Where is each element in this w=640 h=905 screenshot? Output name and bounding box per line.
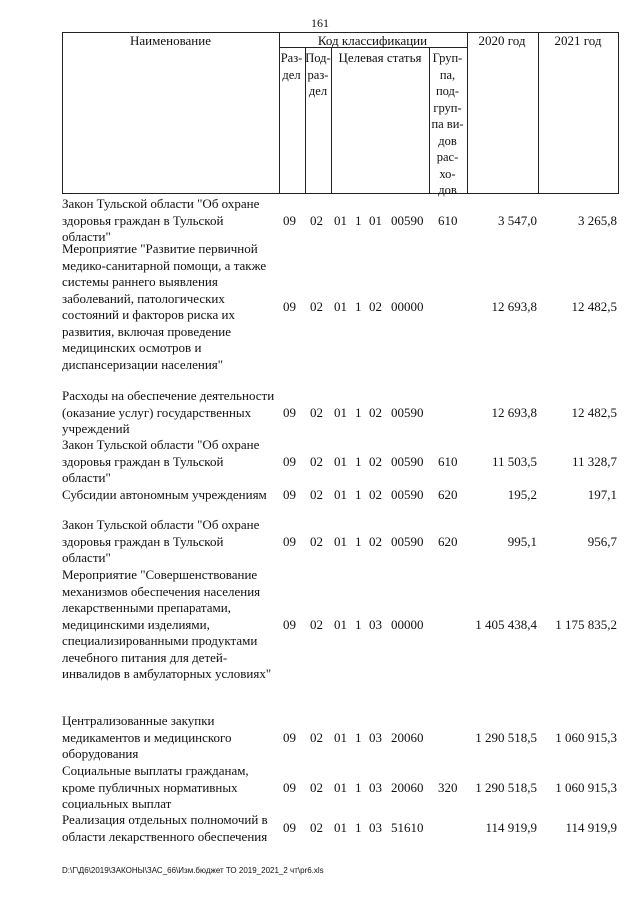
cell-target-event: 02 — [369, 533, 382, 549]
cell-group: 620 — [438, 487, 458, 502]
footer-path: D:\Г\Д6\2019\ЗАКОНЫ\ЗАС_66\Изм.бюджет ТО 2019_2021_2 чт\pr6.xls — [62, 866, 324, 875]
cell-podrazdel: 02 — [310, 453, 323, 469]
cell-razdel: 09 — [283, 487, 296, 502]
cell-target-direction: 00590 — [391, 487, 424, 502]
row-name-line: медико-санитарной помощи, а также — [62, 257, 267, 273]
cell-2021: 1 175 835,2 — [555, 616, 617, 632]
cell-2020: 1 290 518,5 — [475, 729, 537, 745]
cell-target-subprogram: 1 — [355, 779, 362, 795]
cell-2021: 11 328,7 — [571, 453, 617, 469]
row-name-line: здоровья граждан в Тульской — [62, 533, 224, 549]
cell-2021: 956,7 — [587, 533, 617, 549]
cell-2020: 114 919,9 — [485, 820, 537, 836]
cell-target-event: 03 — [369, 779, 382, 795]
row-name — [62, 196, 277, 246]
cell-target-subprogram: 1 — [355, 487, 362, 502]
cell-target-event: 02 — [369, 487, 382, 502]
grid-line — [62, 193, 619, 194]
cell-2020: 1 290 518,5 — [475, 779, 537, 795]
cell-podrazdel: 02 — [310, 820, 323, 836]
row-name — [62, 487, 277, 504]
row-name — [62, 763, 277, 813]
row-name-line: области лекарственного обеспечения — [62, 828, 268, 844]
cell-razdel: 09 — [283, 404, 296, 420]
row-name-line: Мероприятие "Развитие первичной — [62, 241, 258, 256]
cell-target-event: 03 — [369, 616, 382, 632]
cell-2020: 12 693,8 — [491, 404, 537, 420]
cell-target-subprogram: 1 — [355, 616, 362, 632]
cell-target-program: 01 — [334, 820, 347, 836]
row-name-line: медицинскими изделиями, — [62, 616, 210, 632]
header-year-2020: 2020 год — [478, 33, 526, 48]
row-name-line: диспансеризации населения" — [62, 356, 224, 372]
row-name-line: кроме публичных нормативных — [62, 779, 238, 795]
header-line: хо- — [439, 166, 456, 181]
header-line: Раз- — [280, 51, 303, 65]
cell-target-direction: 20060 — [391, 779, 424, 795]
row-name-line: области" — [62, 470, 111, 485]
cell-target-direction: 00590 — [391, 533, 424, 549]
cell-target-program: 01 — [334, 779, 347, 795]
cell-razdel: 09 — [283, 212, 296, 228]
row-name — [62, 812, 277, 845]
row-name — [62, 713, 277, 763]
row-name-line: Реализация отдельных полномочий в — [62, 812, 268, 827]
row-name — [62, 437, 277, 487]
cell-2021: 3 265,8 — [578, 212, 617, 228]
cell-target-program: 01 — [334, 453, 347, 469]
row-name-line: Мероприятие "Совершенствование — [62, 567, 258, 582]
row-name-line: системы раннего выявления — [62, 274, 218, 289]
page-number: 161 — [311, 16, 329, 30]
cell-target-program: 01 — [334, 487, 347, 502]
cell-target-event: 03 — [369, 820, 382, 836]
cell-2020: 1 405 438,4 — [475, 616, 537, 632]
cell-group: 610 — [438, 453, 458, 469]
cell-target-direction: 00590 — [391, 212, 424, 228]
header-line: Под- — [305, 51, 331, 65]
row-name — [62, 388, 277, 438]
cell-group: 320 — [438, 779, 458, 795]
cell-target-program: 01 — [334, 298, 347, 314]
cell-podrazdel: 02 — [310, 779, 323, 795]
cell-podrazdel: 02 — [310, 404, 323, 420]
row-name-line: Закон Тульской области "Об охране — [62, 517, 260, 532]
header-line: под- — [435, 84, 460, 98]
cell-target-direction: 00590 — [391, 404, 424, 420]
cell-target-program: 01 — [334, 533, 347, 549]
row-name-line: Субсидии автономным учреждениям — [62, 487, 267, 502]
cell-2021: 1 060 915,3 — [555, 779, 617, 795]
header-line: раз- — [307, 67, 329, 82]
row-name-line: Централизованные закупки — [62, 713, 215, 728]
cell-target-program: 01 — [334, 616, 347, 632]
cell-podrazdel: 02 — [310, 729, 323, 745]
row-name-line: состояний и факторов риска их — [62, 307, 235, 322]
cell-podrazdel: 02 — [310, 533, 323, 549]
header-line: рас- — [436, 150, 459, 164]
cell-razdel: 09 — [283, 453, 296, 469]
header-line: па, — [439, 67, 456, 82]
row-name — [62, 567, 277, 683]
cell-razdel: 09 — [283, 533, 296, 549]
cell-razdel: 09 — [283, 298, 296, 314]
row-name — [62, 517, 277, 567]
header-code-group: Код классификации — [317, 33, 428, 48]
cell-podrazdel: 02 — [310, 298, 323, 314]
cell-2021: 12 482,5 — [571, 298, 617, 314]
cell-target-program: 01 — [334, 729, 347, 745]
cell-2020: 11 503,5 — [491, 453, 537, 469]
header-year-2021: 2021 год — [554, 33, 602, 48]
row-name-line: Социальные выплаты гражданам, — [62, 763, 249, 778]
row-name-line: социальных выплат — [62, 796, 172, 811]
header-name: Наименование — [130, 33, 211, 48]
header-line: дел — [308, 84, 328, 98]
row-name-line: учреждений — [62, 421, 130, 436]
cell-2020: 3 547,0 — [498, 212, 537, 228]
row-name-line: (оказание услуг) государственных — [62, 404, 252, 420]
header-razdel — [279, 50, 304, 83]
header-target: Целевая статья — [338, 50, 422, 65]
header-line: Груп- — [432, 51, 463, 65]
header-line: дел — [282, 67, 301, 82]
row-name-line: инвалидов в амбулаторных условиях" — [62, 666, 272, 681]
row-name-line: области" — [62, 550, 111, 565]
row-name-line: медицинских осмотров и — [62, 340, 202, 355]
cell-2020: 12 693,8 — [491, 298, 537, 314]
row-name-line: специализированными продуктами — [62, 633, 258, 648]
row-name-line: Расходы на обеспечение деятельности — [62, 388, 275, 403]
grid-line — [62, 32, 63, 194]
header-line: дов — [438, 183, 457, 197]
cell-target-event: 01 — [369, 212, 382, 228]
row-name — [62, 241, 277, 373]
grid-line — [467, 32, 468, 194]
row-name-line: здоровья граждан в Тульской — [62, 453, 224, 469]
cell-razdel: 09 — [283, 779, 296, 795]
cell-2021: 12 482,5 — [571, 404, 617, 420]
cell-target-subprogram: 1 — [355, 453, 362, 469]
cell-target-direction: 00000 — [391, 616, 424, 632]
cell-group: 610 — [438, 212, 458, 228]
cell-target-event: 02 — [369, 298, 382, 314]
row-name-line: здоровья граждан в Тульской — [62, 212, 224, 228]
cell-podrazdel: 02 — [310, 487, 323, 502]
grid-line — [618, 32, 619, 194]
cell-target-event: 02 — [369, 404, 382, 420]
cell-podrazdel: 02 — [310, 212, 323, 228]
grid-line — [331, 47, 332, 194]
row-name-line: лечебного питания для детей- — [62, 649, 228, 665]
row-name-line: Закон Тульской области "Об охране — [62, 196, 260, 211]
row-name-line: заболеваний, патологических — [62, 290, 225, 306]
row-name-line: механизмов обеспечения населения — [62, 583, 261, 599]
cell-2021: 1 060 915,3 — [555, 729, 617, 745]
header-line: дов — [438, 133, 457, 148]
cell-target-event: 02 — [369, 453, 382, 469]
grid-line — [538, 32, 539, 194]
row-name-line: медикаментов и медицинского — [62, 729, 232, 745]
cell-2020: 195,2 — [507, 487, 537, 502]
cell-razdel: 09 — [283, 616, 296, 632]
cell-target-direction: 51610 — [391, 820, 424, 836]
cell-2020: 995,1 — [507, 533, 537, 549]
cell-razdel: 09 — [283, 729, 296, 745]
cell-target-subprogram: 1 — [355, 298, 362, 314]
cell-podrazdel: 02 — [310, 616, 323, 632]
cell-razdel: 09 — [283, 820, 296, 836]
cell-target-direction: 20060 — [391, 729, 424, 745]
cell-target-subprogram: 1 — [355, 729, 362, 745]
row-name-line: оборудования — [62, 746, 139, 761]
cell-target-direction: 00000 — [391, 298, 424, 314]
cell-group: 620 — [438, 533, 458, 549]
header-line: па ви- — [431, 117, 464, 131]
row-name-line: развития, включая проведение — [62, 323, 231, 339]
cell-target-program: 01 — [334, 404, 347, 420]
cell-target-subprogram: 1 — [355, 533, 362, 549]
cell-target-subprogram: 1 — [355, 820, 362, 836]
cell-target-program: 01 — [334, 212, 347, 228]
cell-2021: 114 919,9 — [565, 820, 617, 836]
cell-target-subprogram: 1 — [355, 404, 362, 420]
header-line: груп- — [433, 100, 462, 115]
header-podrazdel — [305, 50, 331, 100]
cell-target-direction: 00590 — [391, 453, 424, 469]
row-name-line: лекарственными препаратами, — [62, 600, 231, 615]
row-name-line: Закон Тульской области "Об охране — [62, 437, 260, 452]
row-name-line: области" — [62, 229, 111, 244]
header-group — [429, 50, 466, 199]
cell-target-event: 03 — [369, 729, 382, 745]
cell-target-subprogram: 1 — [355, 212, 362, 228]
cell-2021: 197,1 — [587, 487, 617, 502]
